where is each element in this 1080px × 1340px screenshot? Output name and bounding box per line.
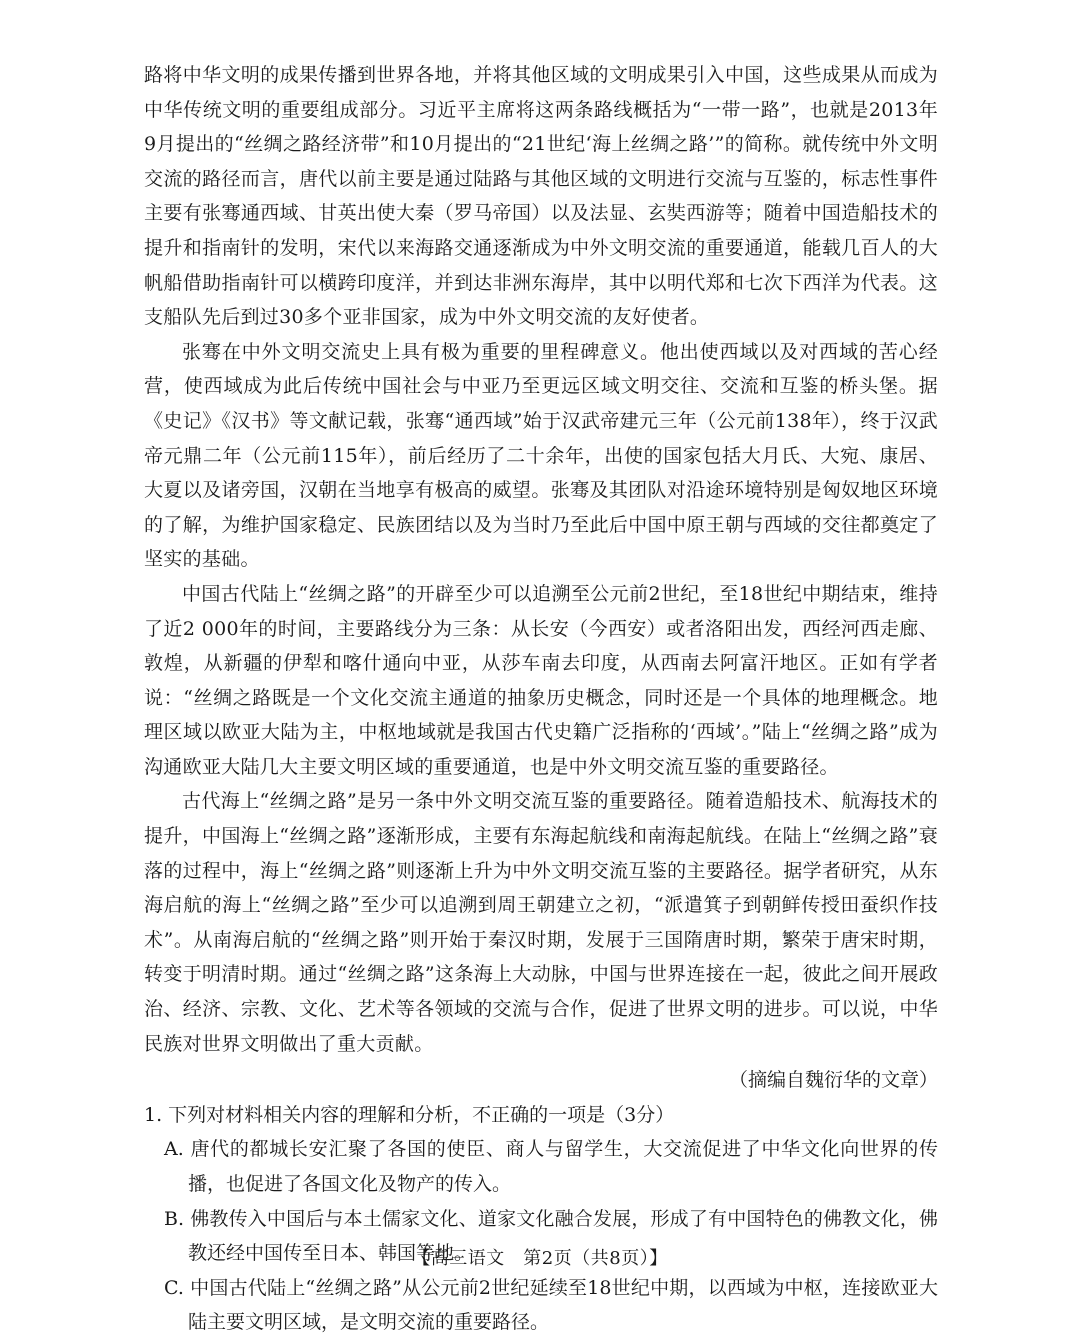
page-footer: 【高三语文 第2页（共8页）】 <box>412 1248 668 1269</box>
source-citation: （摘编自魏衍华的文章） <box>728 1069 938 1092</box>
question-stem: 1. 下列对材料相关内容的理解和分析，不正确的一项是（3分） <box>144 1103 675 1126</box>
paragraph-4: 古代海上“丝绸之路”是另一条中外文明交流互鉴的重要路径。随着造船技术、航海技术的提升，中国海上“丝绸之路”逐渐形成，主要有东海起航线和南海起航线。在陆上“丝绸之路”衰落的过程中，海上“丝绸之路”则逐渐上升为中外文明交流互鉴的主要路径。据学者研究，从东海启航的海上“丝绸之路”至少可以追溯到周王朝建立之初，“派遣箕子到朝鲜传授田蚕织作技术”。从南海启航的“丝绸之路”则开始于秦汉时期，发展于三国隋唐时期，繁荣于唐宋时期，转变于明清时期。通过“丝绸之路”这条海上大动脉，中国与世界连接在一起，彼此之间开展政治、经济、宗教、文化、艺术等各领域的交流与合作，促进了世界文明的进步。可以说，中华民族对世界文明做出了重大贡献。 <box>144 790 938 1055</box>
paragraph-2: 张骞在中外文明交流史上具有极为重要的里程碑意义。他出使西域以及对西域的苦心经营，使西域成为此后传统中国社会与中亚乃至更远区域文明交往、交流和互鉴的桥头堡。据《史记》《汉书》等文献记载，张骞“通西域”始于汉武帝建元三年（公元前138年），终于汉武帝元鼎二年（公元前115年），前后经历了二十余年，出使的国家包括大月氏、大宛、康居、大夏以及诸旁国，汉朝在当地享有极高的威望。张骞及其团队对沿途环境特别是匈奴地区环境的了解，为维护国家稳定、民族团结以及为当时乃至此后中国中原王朝与西域的交往都奠定了坚实的基础。 <box>144 340 938 571</box>
option-c: C. 中国古代陆上“丝绸之路”从公元前2世纪延续至18世纪中期，以西域为中枢，连接欧亚大陆主要文明区域，是文明交流的重要路径。 <box>164 1276 938 1334</box>
option-a: A. 唐代的都城长安汇聚了各国的使臣、商人与留学生，大交流促进了中华文化向世界的传播，也促进了各国文化及物产的传入。 <box>164 1138 938 1195</box>
paragraph-1: 路将中华文明的成果传播到世界各地，并将其他区域的文明成果引入中国，这些成果从而成为中华传统文明的重要组成部分。习近平主席将这两条路线概括为“一带一路”，也就是2013年9月提出的“丝绸之路经济带”和10月提出的“21世纪‘海上丝绸之路’”的简称。就传统中外文明交流的路径而言，唐代以前主要是通过陆路与其他区域的文明进行交流与互鉴的，标志性事件主要有张骞通西域、甘英出使大秦（罗马帝国）以及法显、玄奘西游等；随着中国造船技术的提升和指南针的发明，宋代以来海路交通逐渐成为中外文明交流的重要通道，能载几百人的大帆船借助指南针可以横跨印度洋，并到达非洲东海岸，其中以明代郑和七次下西洋为代表。这支船队先后到过30多个亚非国家，成为中外文明交流的友好使者。 <box>144 64 938 329</box>
passage <box>144 58 938 1340</box>
option-b: B. 佛教传入中国后与本土儒家文化、道家文化融合发展，形成了有中国特色的佛教文化，佛教还经中国传至日本、韩国等地。 <box>164 1207 938 1265</box>
paragraph-3: 中国古代陆上“丝绸之路”的开辟至少可以追溯至公元前2世纪，至18世纪中期结束，维持了近2 000年的时间，主要路线分为三条：从长安（今西安）或者洛阳出发，西经河西走廊、敦煌，从新疆的伊犁和喀什通向中亚，从莎车南去印度，从西南去阿富汗地区。正如有学者说：“丝绸之路既是一个文化交流主通道的抽象历史概念，同时还是一个具体的地理概念。地理区域以欧亚大陆为主，中枢地域就是我国古代史籍广泛指称的‘西域’。”陆上“丝绸之路”成为沟通欧亚大陆几大主要文明区域的重要通道，也是中外文明交流互鉴的重要路径。 <box>144 582 938 778</box>
